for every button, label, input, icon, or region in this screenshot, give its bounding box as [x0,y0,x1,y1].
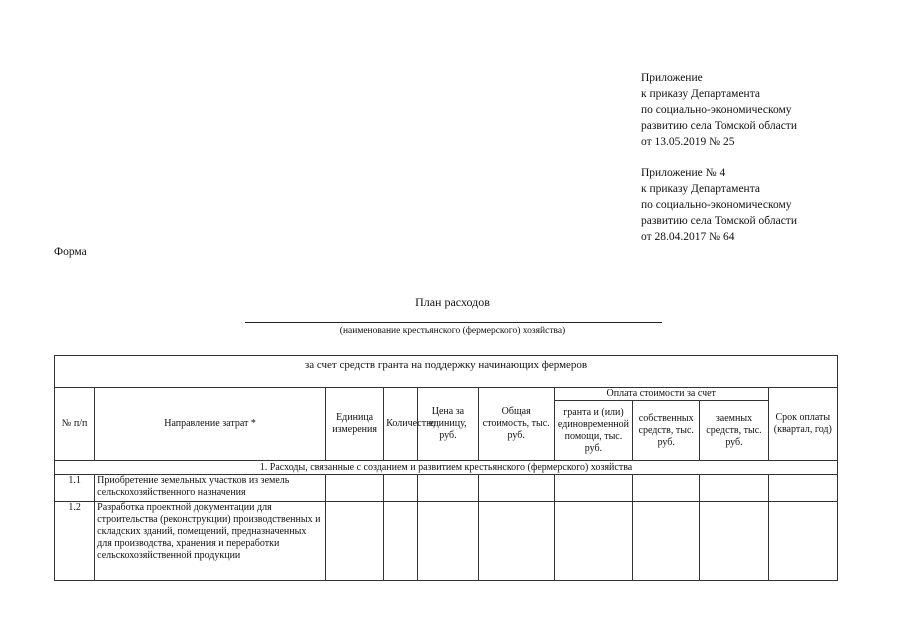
cell-own[interactable] [633,475,700,502]
section-heading: 1. Расходы, связанные с созданием и развитием крестьянского (фермерского) хозяйства [55,461,838,475]
farm-name-caption: (наименование крестьянского (фермерского) хозяйства) [339,326,566,336]
cell-price[interactable] [418,475,478,502]
cell-own[interactable] [633,502,700,581]
cell-total[interactable] [478,502,554,581]
cell-qty[interactable] [384,475,418,502]
header-term: Срок оплаты (квартал, год) [768,388,837,461]
appendix-second: Приложение № 4 к приказу Департамента по социально-экономическому развитию села Томской области от 28.04.2017 № 64 [641,167,797,243]
cell-loan[interactable] [700,475,768,502]
table-row [55,502,838,581]
farm-name-line [245,322,662,323]
form-label: Форма [54,246,87,258]
header-loan: заемных средств, тыс. руб. [700,401,768,461]
table-banner: за счет средств гранта на поддержку начинающих фермеров [55,356,838,388]
cell-qty[interactable] [384,502,418,581]
header-payment-group: Оплата стоимости за счет [554,388,768,401]
cell-grant[interactable] [554,502,632,581]
cell-total[interactable] [478,475,554,502]
cell-term[interactable] [768,475,837,502]
cell-grant[interactable] [554,475,632,502]
row-num: 1.2 [55,502,95,581]
appendix-header [641,70,797,245]
cell-price[interactable] [418,502,478,581]
header-qty: Количество [384,388,418,461]
header-own: собственных средств, тыс. руб. [633,401,700,461]
expense-plan-table [54,355,838,581]
row-num: 1.1 [55,475,95,502]
cell-unit[interactable] [326,475,384,502]
header-num: № п/п [55,388,95,461]
cell-unit[interactable] [326,502,384,581]
header-grant: гранта и (или) единовременной помощи, тыс. руб. [554,401,632,461]
header-total: Общая стоимость, тыс. руб. [478,388,554,461]
appendix-first: Приложение к приказу Департамента по социально-экономическому развитию села Томской области от 13.05.2019 № 25 [641,72,797,148]
table-row [55,475,838,502]
header-direction: Направление затрат * [95,388,326,461]
header-unit: Единица измерения [326,388,384,461]
row-text: Разработка проектной документации для строительства (реконструкции) производственных и складских зданий, помещений, предназначенных для производства, хранения и переработки сельскохозяйственной продукции [95,502,326,581]
page-title: План расходов [415,295,490,309]
cell-loan[interactable] [700,502,768,581]
row-text: Приобретение земельных участков из земель сельскохозяйственного назначения [95,475,326,502]
header-price: Цена за единицу, руб. [418,388,478,461]
cell-term[interactable] [768,502,837,581]
